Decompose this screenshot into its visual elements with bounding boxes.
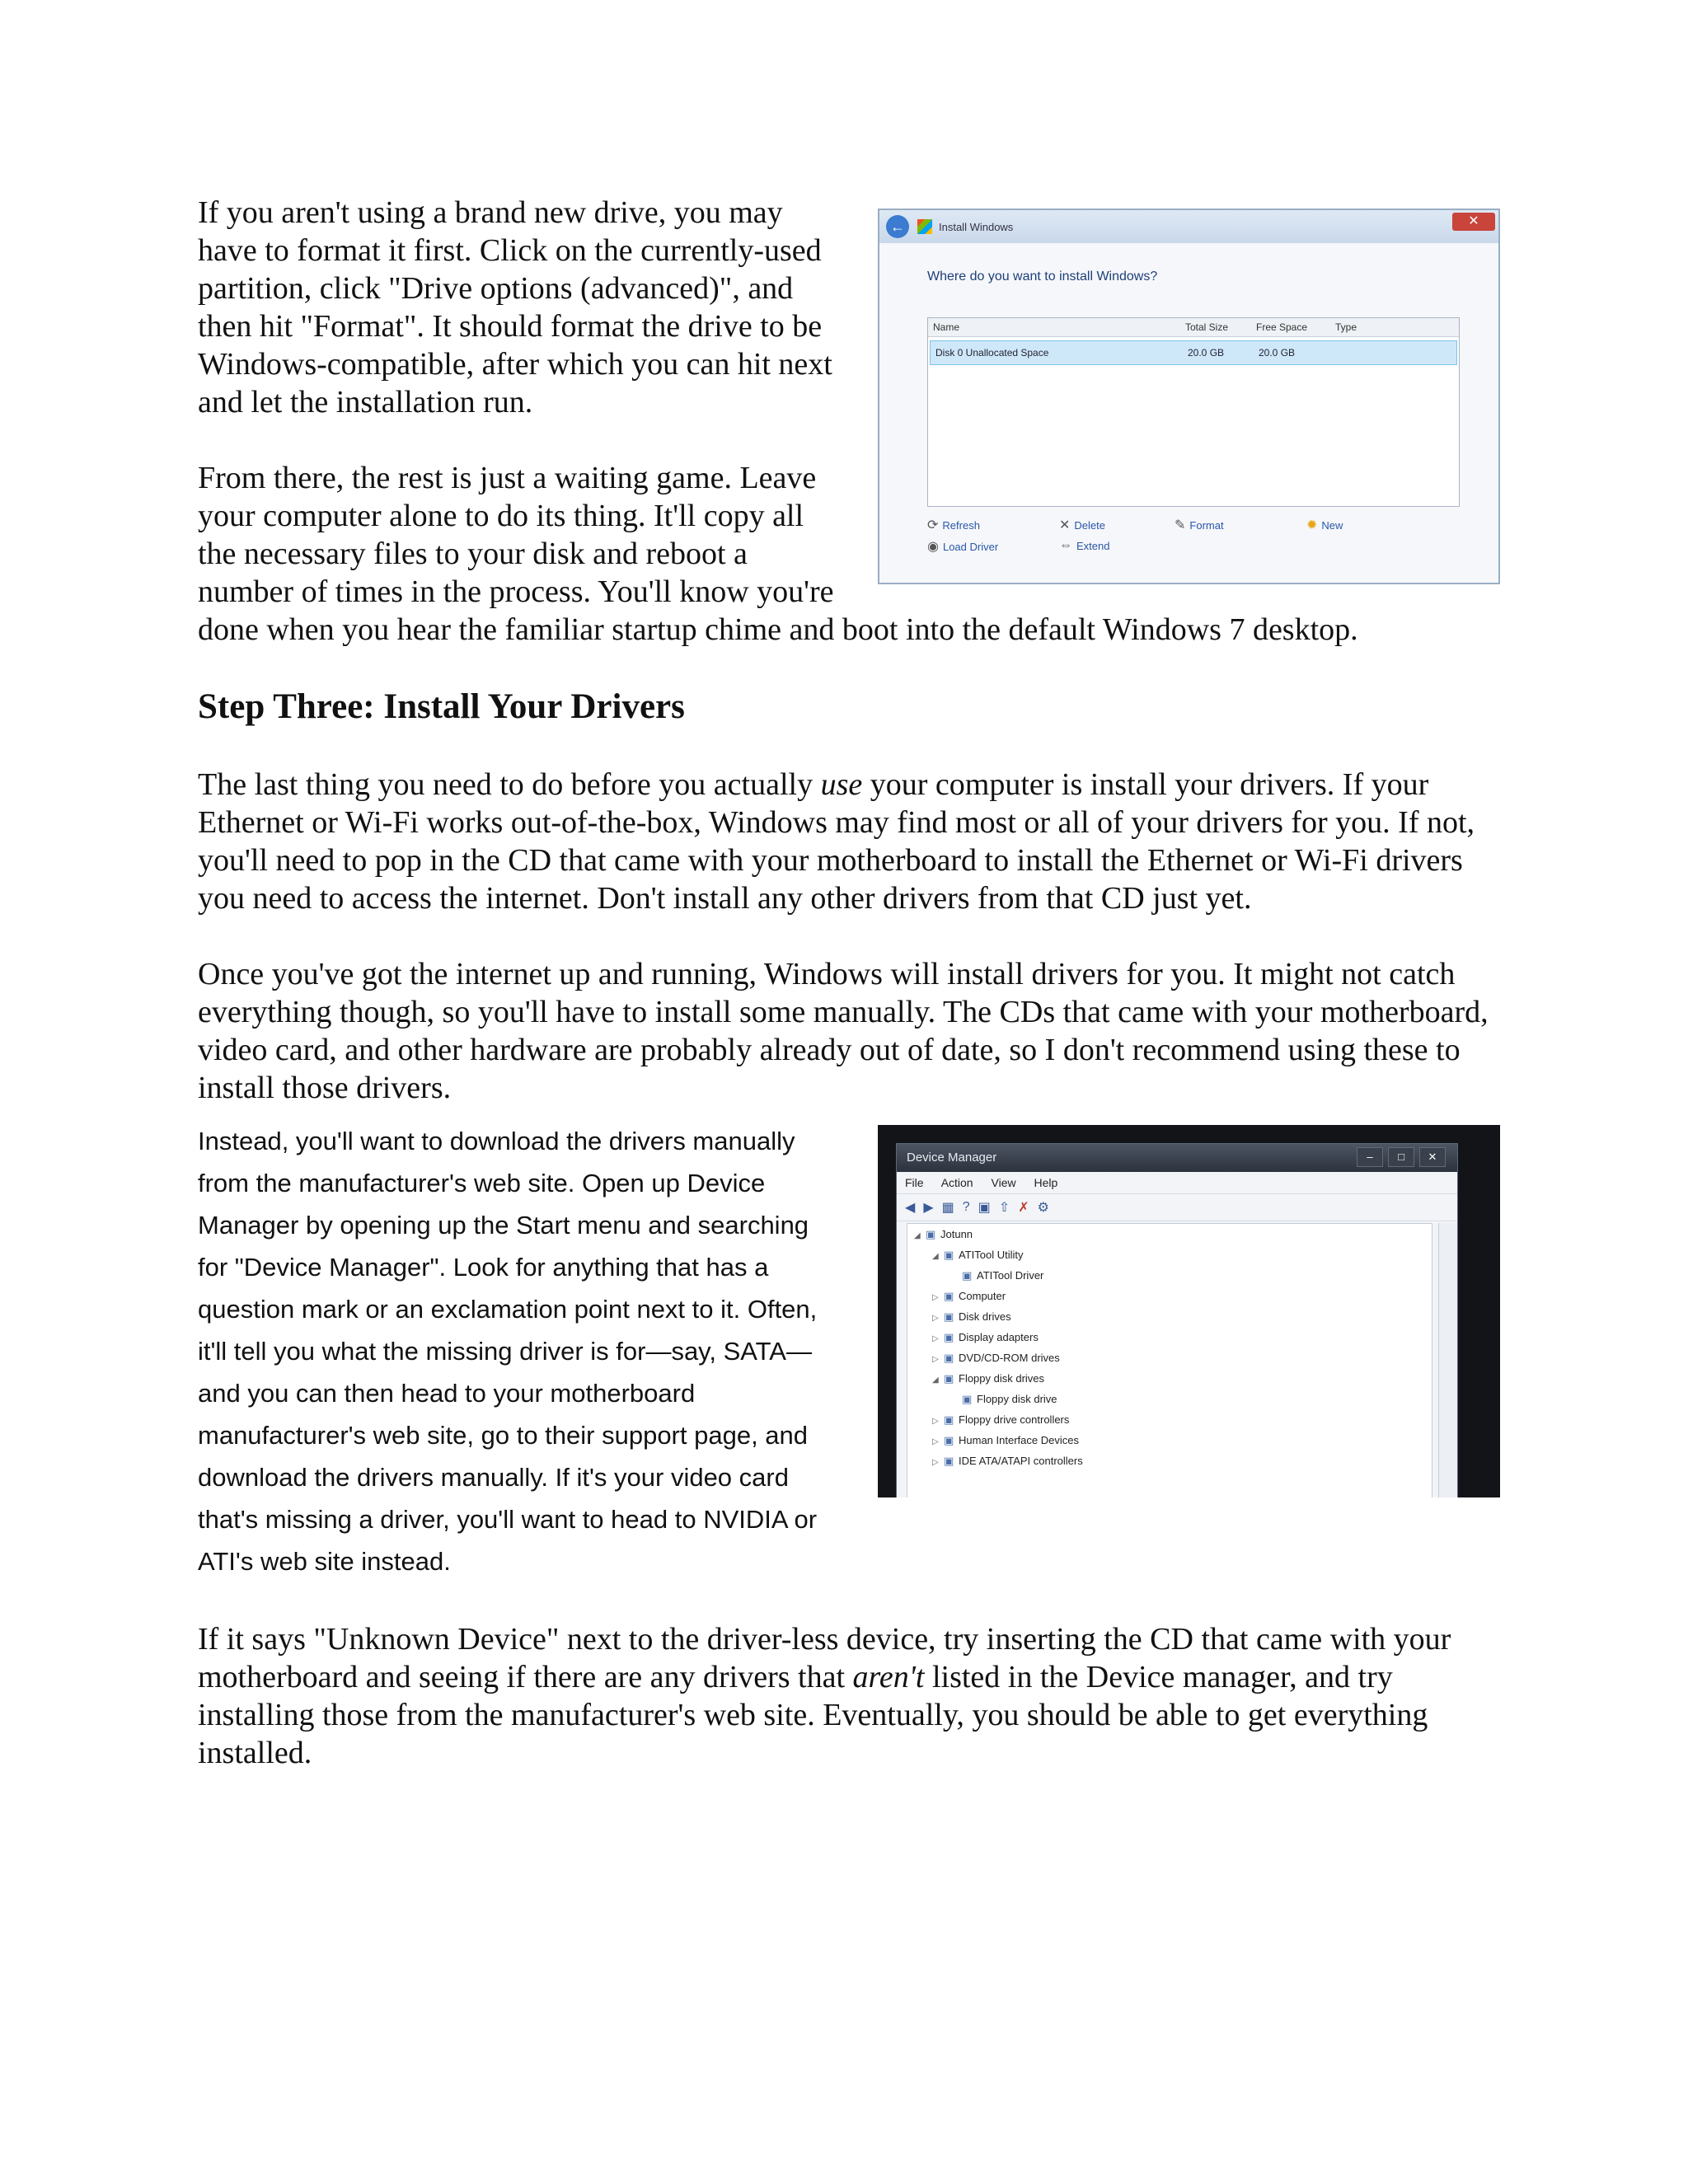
load-driver-icon: ◉ <box>927 540 939 554</box>
menu-action[interactable]: Action <box>940 1176 973 1189</box>
emphasis-use: use <box>820 767 863 802</box>
window-controls <box>1357 1147 1446 1167</box>
column-total-size[interactable]: Total Size <box>1185 321 1229 333</box>
device-icon: ▣ <box>944 1331 954 1343</box>
device-manager-titlebar <box>897 1144 1457 1172</box>
tree-item-label: Human Interface Devices <box>959 1434 1079 1446</box>
device-tree[interactable] <box>907 1223 1432 1497</box>
paragraph-format-drive: If you aren't using a brand new drive, you may have to format it first. Click on the currently-used partition, click "Drive options (advanced)", and then hit "Format". It should format the drive to be Windows-compatible, after which you can hit next and let the installation run. <box>198 195 832 419</box>
new-label: New <box>1321 518 1343 532</box>
tree-item-label: Computer <box>959 1290 1006 1302</box>
paragraph-text: If it says "Unknown Device" next to the driver-less device, try inserting the CD that came with your motherboard and seeing if there are any drivers that <box>198 1622 1451 1694</box>
paragraph-waiting-game: From there, the rest is just a waiting game. Leave your computer alone to do its thing. It'll copy all the necessary files to your disk and reboot a number of times in the process. You'll know you're done when you hear the familiar startup chime and boot into the default Windows 7 desktop. <box>198 461 1358 647</box>
device-icon: ▣ <box>944 1455 954 1467</box>
install-windows-dialog <box>878 209 1500 584</box>
extend-icon: ⇔ <box>1059 538 1072 552</box>
device-manager-window <box>896 1143 1458 1497</box>
column-type[interactable]: Type <box>1335 321 1357 333</box>
windows-logo-icon <box>917 219 932 234</box>
tree-item[interactable] <box>907 1244 1432 1265</box>
tree-item[interactable] <box>907 1306 1432 1327</box>
partition-type <box>1333 341 1387 364</box>
back-arrow-icon[interactable]: ◀ <box>905 1201 916 1215</box>
paragraph-text: The last thing you need to do before you actually <box>198 767 821 802</box>
load-driver-label: Load Driver <box>942 540 999 553</box>
tree-item-label: ATITool Driver <box>977 1269 1044 1282</box>
partition-name: Disk 0 Unallocated Space <box>935 347 1049 359</box>
toolbar <box>897 1194 1457 1221</box>
device-icon: ▣ <box>944 1434 954 1446</box>
paragraph-install-drivers <box>198 766 1500 917</box>
tree-item[interactable] <box>907 1286 1432 1306</box>
dialog-title: Install Windows <box>939 220 1014 233</box>
tree-item[interactable] <box>907 1368 1432 1389</box>
extend-label: Extend <box>1076 539 1110 552</box>
scan-icon[interactable]: ▣ <box>978 1201 991 1215</box>
expand-toggle-icon[interactable]: ▷ <box>932 1293 939 1302</box>
device-icon: ▣ <box>944 1249 954 1261</box>
expand-toggle-icon[interactable]: ▷ <box>932 1334 939 1343</box>
paragraph-text: listed in the Device manager, and try installing those from the manufacturer's web site. Eventually, you should be able to get everything installed. <box>198 1660 1428 1770</box>
column-name[interactable]: Name <box>933 321 960 333</box>
partition-list-header <box>928 318 1459 337</box>
device-icon: ▣ <box>944 1372 954 1385</box>
format-icon: ✎ <box>1175 518 1186 532</box>
new-link[interactable] <box>1306 517 1343 533</box>
tree-item-label: Display adapters <box>959 1331 1039 1343</box>
menu-view[interactable]: View <box>991 1176 1016 1189</box>
tree-item[interactable] <box>907 1451 1432 1471</box>
tree-item[interactable] <box>907 1389 1432 1409</box>
partition-list[interactable] <box>927 317 1460 507</box>
paragraph-text: your computer is install your drivers. If your Ethernet or Wi-Fi works out-of-the-box, Windows may find most or all of your drivers for you. If not, you'll need to pop in the CD that came with your motherboard to install the Ethernet or Wi-Fi drivers you need to access the internet. Don't install any other drivers from that CD just yet. <box>198 767 1475 916</box>
refresh-link[interactable] <box>927 517 980 533</box>
expand-toggle-icon[interactable]: ▷ <box>932 1355 939 1364</box>
format-label: Format <box>1189 518 1224 532</box>
device-icon: ▣ <box>962 1393 973 1405</box>
device-manager-screenshot <box>878 1125 1500 1497</box>
tree-item[interactable] <box>907 1265 1432 1286</box>
close-icon[interactable]: ✕ <box>1452 213 1495 231</box>
format-link[interactable] <box>1175 517 1224 533</box>
expand-toggle-icon[interactable]: ◢ <box>932 1252 939 1261</box>
enable-icon[interactable]: ⚙ <box>1037 1201 1049 1215</box>
menu-bar <box>897 1172 1457 1194</box>
tree-item[interactable] <box>907 1224 1432 1244</box>
refresh-icon: ⟳ <box>927 518 939 532</box>
device-icon: ▣ <box>944 1413 954 1426</box>
install-question: Where do you want to install Windows? <box>927 269 1158 284</box>
minimize-icon[interactable]: – <box>1357 1147 1383 1167</box>
device-icon: ▣ <box>944 1310 954 1323</box>
tree-item[interactable] <box>907 1430 1432 1451</box>
column-free-space[interactable]: Free Space <box>1256 321 1308 333</box>
scrollbar[interactable] <box>1438 1223 1457 1497</box>
maximize-icon[interactable]: □ <box>1388 1147 1414 1167</box>
paragraph-download-drivers: Instead, you'll want to download the drivers manually from the manufacturer's web site. Open up Device Manager by opening up the Start menu and searching for "Device Manager". Look for anything that has a question mark or an exclamation point next to it. Often, it'll tell you what the missing driver is for—say, SATA—and you can then head to your motherboard manufacturer's web site, go to their support page, and download the drivers manually. If it's your video card that's missing a driver, you'll want to head to NVIDIA or ATI's web site instead. <box>198 1127 818 1576</box>
document-page <box>198 194 1500 1772</box>
device-icon: ▣ <box>944 1290 954 1302</box>
dialog-titlebar <box>879 210 1498 243</box>
forward-arrow-icon[interactable]: ▶ <box>923 1201 934 1215</box>
help-icon[interactable]: ? <box>962 1200 970 1214</box>
tree-item[interactable] <box>907 1347 1432 1368</box>
paragraph-unknown-device <box>198 1620 1500 1772</box>
delete-link[interactable] <box>1059 517 1105 533</box>
device-icon: ▣ <box>944 1352 954 1364</box>
uninstall-icon[interactable]: ✗ <box>1018 1201 1029 1215</box>
tree-item-label: Disk drives <box>959 1310 1011 1323</box>
partition-total: 20.0 GB <box>1188 347 1225 359</box>
load-driver-link[interactable] <box>927 538 998 555</box>
section-heading: Step Three: Install Your Drivers <box>198 687 685 726</box>
expand-toggle-icon[interactable]: ◢ <box>932 1376 939 1385</box>
new-icon: ✹ <box>1306 518 1318 532</box>
partition-free: 20.0 GB <box>1259 347 1296 359</box>
back-arrow-icon[interactable]: ← <box>886 215 909 238</box>
install-windows-screenshot <box>878 209 1500 584</box>
properties-icon[interactable]: ▦ <box>941 1201 954 1215</box>
tree-item[interactable] <box>907 1409 1432 1430</box>
tree-item-label: Jotunn <box>940 1228 973 1240</box>
partition-row[interactable] <box>930 340 1457 365</box>
menu-file[interactable]: File <box>905 1176 924 1189</box>
device-icon: ▣ <box>962 1269 973 1282</box>
tree-item-label: Floppy drive controllers <box>959 1413 1070 1426</box>
desktop-background <box>878 1125 1500 1497</box>
expand-toggle-icon[interactable]: ▷ <box>932 1417 939 1426</box>
expand-toggle-icon[interactable]: ◢ <box>914 1231 921 1240</box>
update-driver-icon[interactable]: ⇧ <box>998 1201 1010 1215</box>
tree-item-label: Floppy disk drives <box>959 1372 1045 1385</box>
tree-item-label: DVD/CD-ROM drives <box>959 1352 1060 1364</box>
tree-item[interactable] <box>907 1327 1432 1347</box>
emphasis-arent: aren't <box>852 1660 925 1694</box>
tree-item-label: ATITool Utility <box>959 1249 1024 1261</box>
delete-icon: ✕ <box>1059 518 1071 532</box>
paragraph-internet-running: Once you've got the internet up and running, Windows will install drivers for you. It might not catch everything though, so you'll have to install some manually. The CDs that came with your motherboard, video card, and other hardware are probably already out of date, so I don't recommend using these to install those drivers. <box>198 957 1489 1105</box>
menu-help[interactable]: Help <box>1034 1176 1058 1189</box>
extend-link[interactable] <box>1059 538 1109 553</box>
expand-toggle-icon[interactable]: ▷ <box>932 1458 939 1467</box>
expand-toggle-icon[interactable]: ▷ <box>932 1437 939 1446</box>
refresh-label: Refresh <box>942 518 980 532</box>
device-icon: ▣ <box>926 1228 936 1240</box>
delete-label: Delete <box>1074 518 1105 532</box>
device-manager-title: Device Manager <box>907 1151 997 1165</box>
close-icon[interactable]: ✕ <box>1419 1147 1446 1167</box>
tree-item-label: Floppy disk drive <box>977 1393 1057 1405</box>
tree-item-label: IDE ATA/ATAPI controllers <box>959 1455 1083 1467</box>
expand-toggle-icon[interactable]: ▷ <box>932 1314 939 1323</box>
